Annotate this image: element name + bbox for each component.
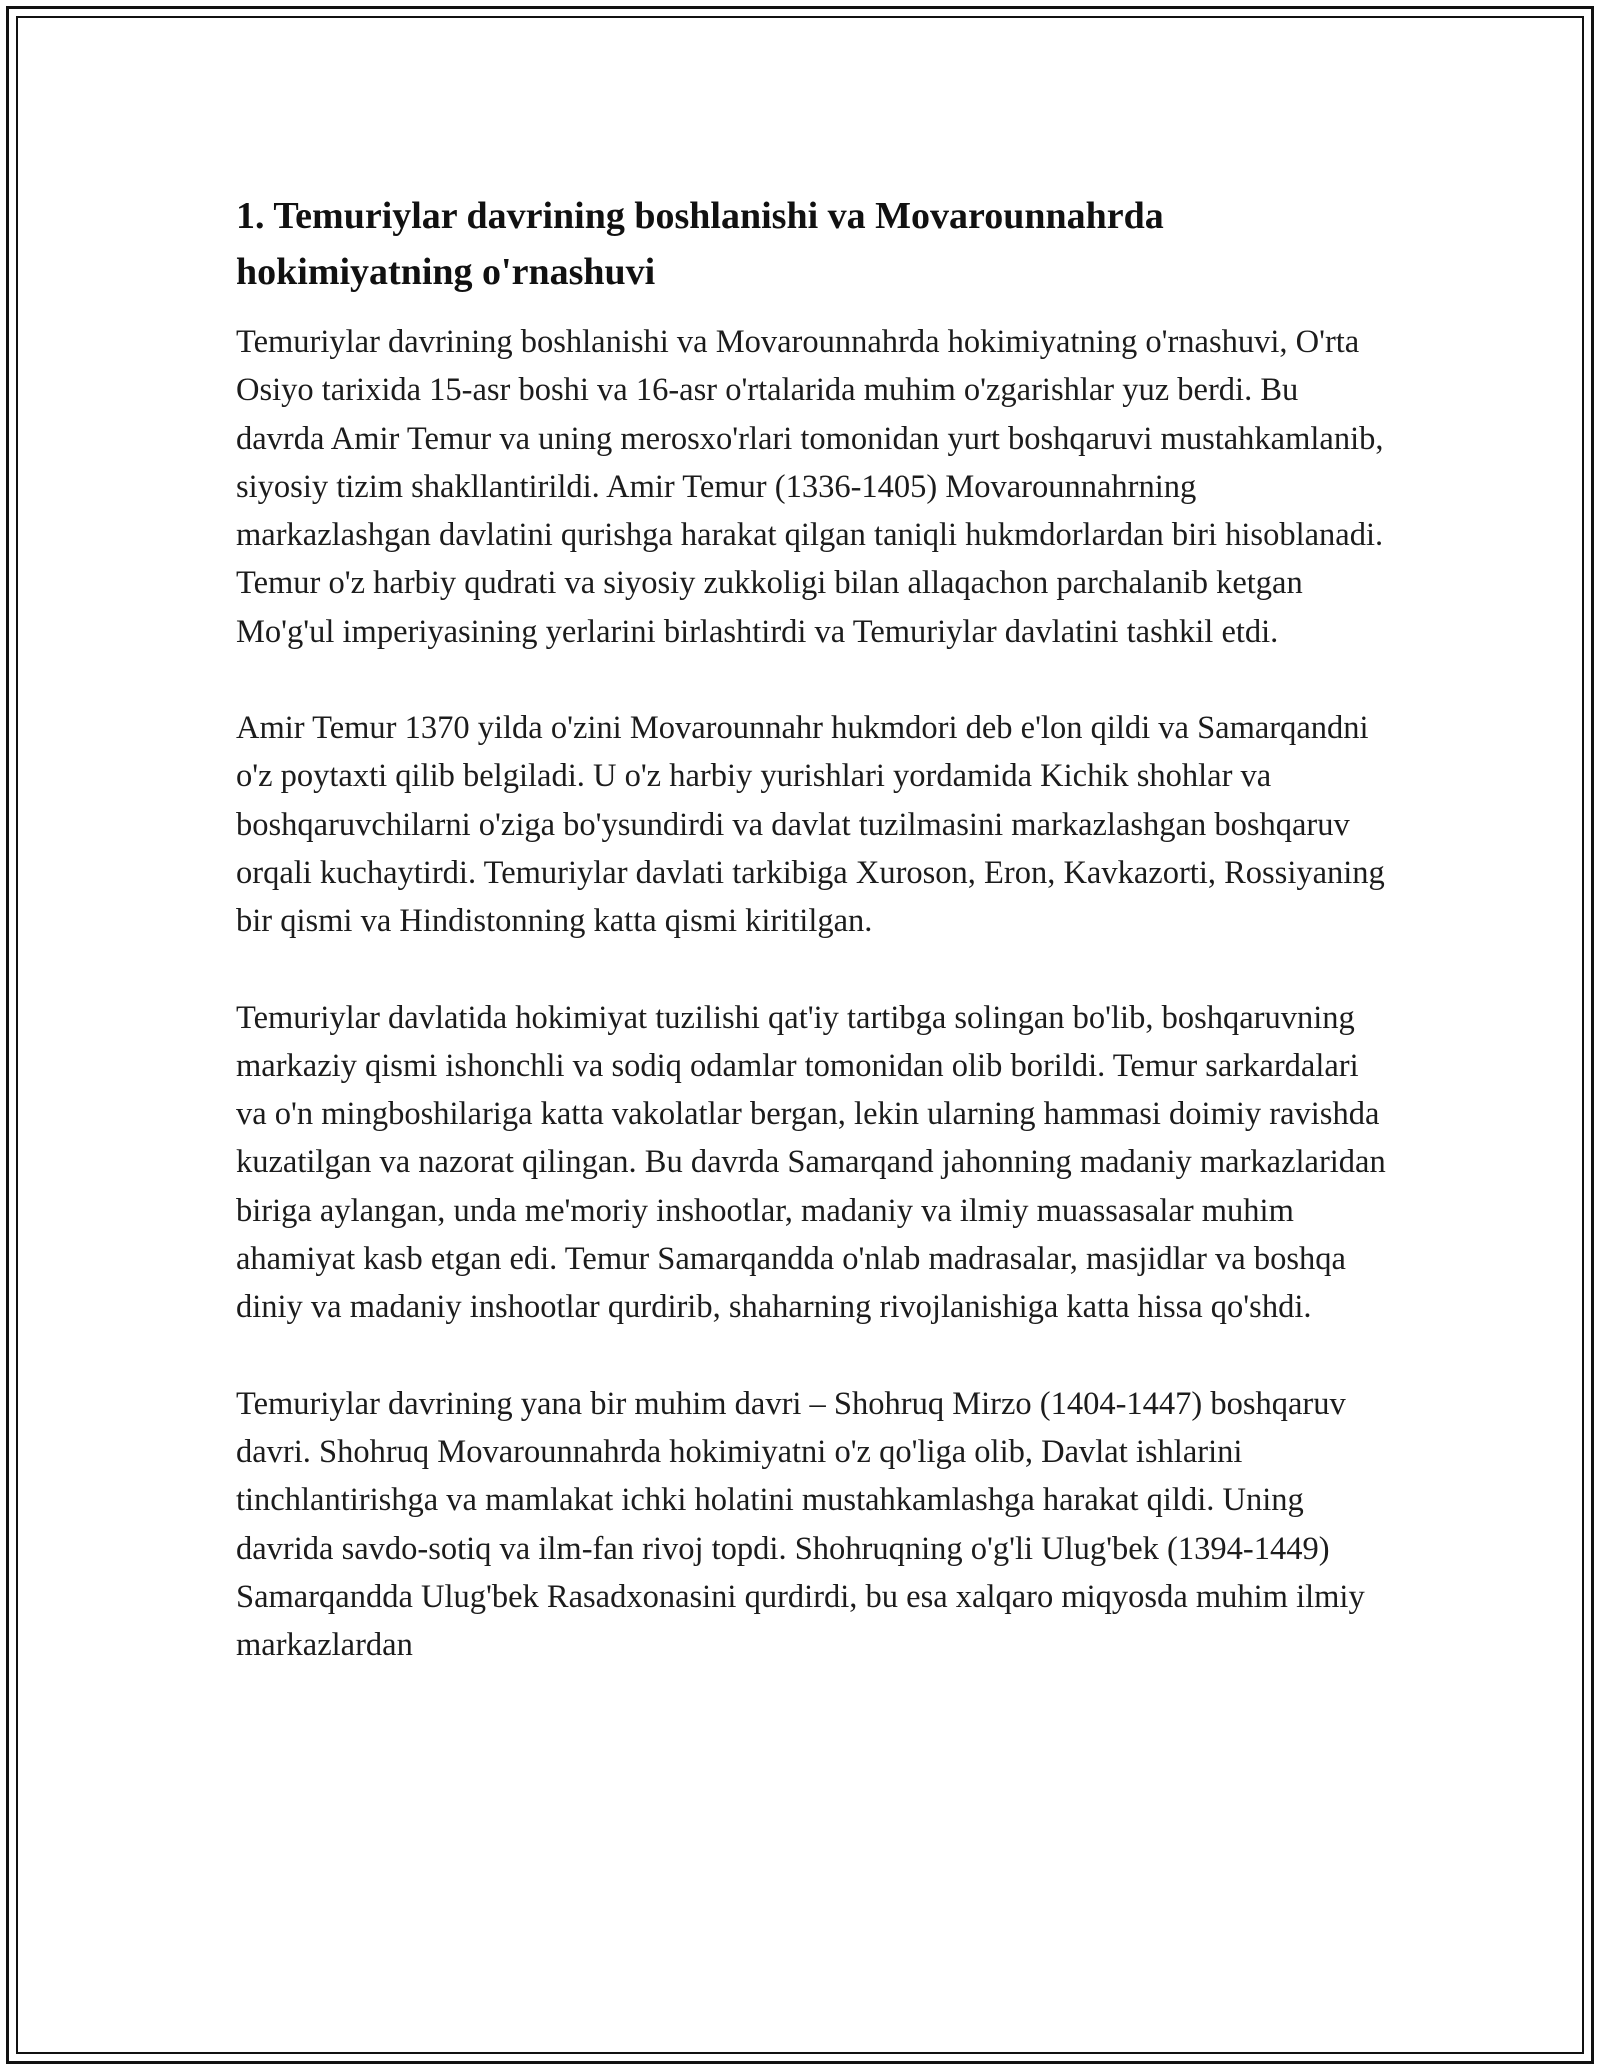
- paragraph-3: Temuriylar davlatida hokimiyat tuzilishi qat'iy tartibga solingan bo'lib, boshqaruvning markaziy qismi ishonchli va sodiq odamlar tomonidan olib borildi. Temur sarkardalari va o'n mingboshilariga katta vakolatlar bergan, lekin ularning hammasi doimiy ravishda kuzatilgan va nazorat qilingan. Bu davrda Samarqand jahonning madaniy markazlaridan biriga aylangan, unda me'moriy inshootlar, madaniy va ilmiy muassasalar muhim ahamiyat kasb etgan edi. Temur Samarqandda o'nlab madrasalar, masjidlar va boshqa diniy va madaniy inshootlar qurdirib, shaharning rivojlanishiga katta hissa qo'shdi.: [236, 999, 1386, 1326]
- paragraph-1: Temuriylar davrining boshlanishi va Movarounnahrda hokimiyatning o'rnashuvi, O'rta Osiyo tarixida 15-asr boshi va 16-asr o'rtalarida muhim o'zgarishlar yuz berdi. Bu davrda Amir Temur va uning merosxo'rlari tomonidan yurt boshqaruvi mustahkamlanib, siyosiy tizim shakllantirildi. Amir Temur (1336-1405) Movarounnahrning markazlashgan davlatini qurishga harakat qilgan taniqli hukmdorlardan biri hisoblanadi. Temur o'z harbiy qudrati va siyosiy zukkoligi bilan allaqachon parchalanib ketgan Mo'g'ul imperiyasining yerlarini birlashtirdi va Temuriylar davlatini tashkil etdi.: [236, 324, 1384, 650]
- document-body: [236, 188, 1386, 1717]
- paragraph-4: Temuriylar davrining yana bir muhim davri – Shohruq Mirzo (1404-1447) boshqaruv davri. Shohruq Movarounnahrda hokimiyatni o'z qo'liga olib, Davlat ishlarini tinchlantirishga va mamlakat ichki holatini mustahkamlashga harakat qildi. Uning davrida savdo-sotiq va ilm-fan rivoj topdi. Shohruqning o'g'li Ulug'bek (1394-1449) Samarqandda Ulug'bek Rasadxonasini qurdirdi, bu esa xalqaro miqyosda muhim ilmiy markazlardan: [236, 1385, 1365, 1664]
- paragraph-2: Amir Temur 1370 yilda o'zini Movarounnahr hukmdori deb e'lon qildi va Samarqandni o'z poytaxti qilib belgiladi. U o'z harbiy yurishlari yordamida Kichik shohlar va boshqaruvchilarni o'ziga bo'ysundirdi va davlat tuzilmasini markazlashgan boshqaruv orqali kuchaytirdi. Temuriylar davlati tarkibiga Xuroson, Eron, Kavkazorti, Rossiyaning bir qismi va Hindistonning katta qismi kiritilgan.: [236, 710, 1385, 940]
- section-heading: 1. Temuriylar davrining boshlanishi va Movarounnahrda hokimiyatning o'rnashuvi: [236, 195, 1164, 293]
